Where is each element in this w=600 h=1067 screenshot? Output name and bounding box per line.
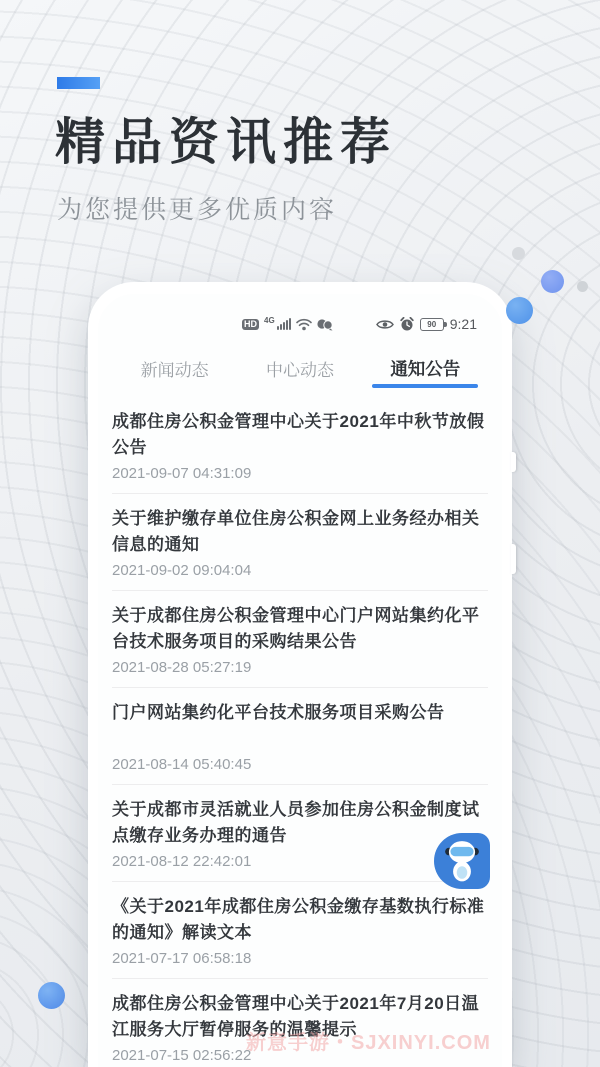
notice-date: 2021-07-17 06:58:18 (112, 950, 252, 967)
notice-date: 2021-08-14 05:40:45 (112, 756, 252, 773)
page-subtitle: 为您提供更多优质内容 (57, 196, 338, 224)
phone-side-button (511, 452, 516, 472)
service-robot-button[interactable] (434, 833, 490, 889)
notice-title: 成都住房公积金管理中心关于2021年7月20日温江服务大厅暂停服务的温馨提示 (112, 994, 480, 1039)
notice-list-item[interactable] (112, 688, 488, 785)
phone-screen (98, 294, 502, 1067)
decor-dot-blue-large (506, 297, 533, 324)
wifi-icon (296, 318, 312, 331)
eye-icon (376, 319, 394, 330)
notice-list-item[interactable] (112, 494, 488, 591)
notice-list-item[interactable] (112, 882, 488, 979)
notice-title: 门户网站集约化平台技术服务项目采购公告 (112, 703, 445, 722)
status-bar-time: 9:21 (449, 316, 477, 332)
tab-news-updates[interactable]: 新闻动态 (140, 360, 209, 380)
decor-dot-blue-bottom (38, 982, 65, 1009)
news-tab-bar (112, 350, 488, 386)
battery-icon: 90 (420, 318, 444, 331)
signal-bars-icon (277, 318, 291, 330)
page-title: 精品资讯推荐 (55, 114, 397, 170)
network-type-label: 4G (264, 315, 275, 325)
notice-title: 成都住房公积金管理中心关于2021年中秋节放假公告 (112, 412, 485, 457)
title-accent-bar (57, 77, 100, 89)
status-bar (98, 314, 502, 334)
notice-list (112, 397, 488, 1067)
notice-date: 2021-07-15 02:56:22 (112, 1047, 252, 1064)
notice-list-item[interactable] (112, 785, 488, 882)
notice-list-item[interactable] (112, 591, 488, 688)
notice-date: 2021-08-28 05:27:19 (112, 659, 252, 676)
notice-date: 2021-09-07 04:31:09 (112, 465, 252, 482)
notice-title: 关于维护缴存单位住房公积金网上业务经办相关信息的通知 (112, 509, 480, 554)
phone-mockup (88, 282, 512, 1067)
notice-date: 2021-08-12 22:42:01 (112, 853, 252, 870)
decor-dot-gray-small (577, 281, 588, 292)
notice-date: 2021-09-02 09:04:04 (112, 562, 252, 579)
decor-dot-gray (512, 247, 525, 260)
watermark: 新意手游・SJXINYI.COM (246, 1032, 491, 1054)
service-robot-icon (444, 839, 480, 883)
alarm-clock-icon (400, 317, 414, 331)
tab-notice-announcements[interactable]: 通知公告 (363, 350, 488, 386)
notice-title: 关于成都市灵活就业人员参加住房公积金制度试点缴存业务办理的通告 (112, 800, 480, 845)
message-bubbles-icon (317, 318, 333, 331)
hd-badge: HD (244, 318, 257, 329)
notice-title: 关于成都住房公积金管理中心门户网站集约化平台技术服务项目的采购结果公告 (112, 606, 480, 651)
phone-side-button (511, 544, 516, 574)
decor-dot-blue (541, 270, 564, 293)
notice-list-item[interactable] (112, 397, 488, 494)
notice-title: 《关于2021年成都住房公积金缴存基数执行标准的通知》解读文本 (112, 897, 485, 942)
tab-center-updates[interactable]: 中心动态 (265, 360, 334, 380)
